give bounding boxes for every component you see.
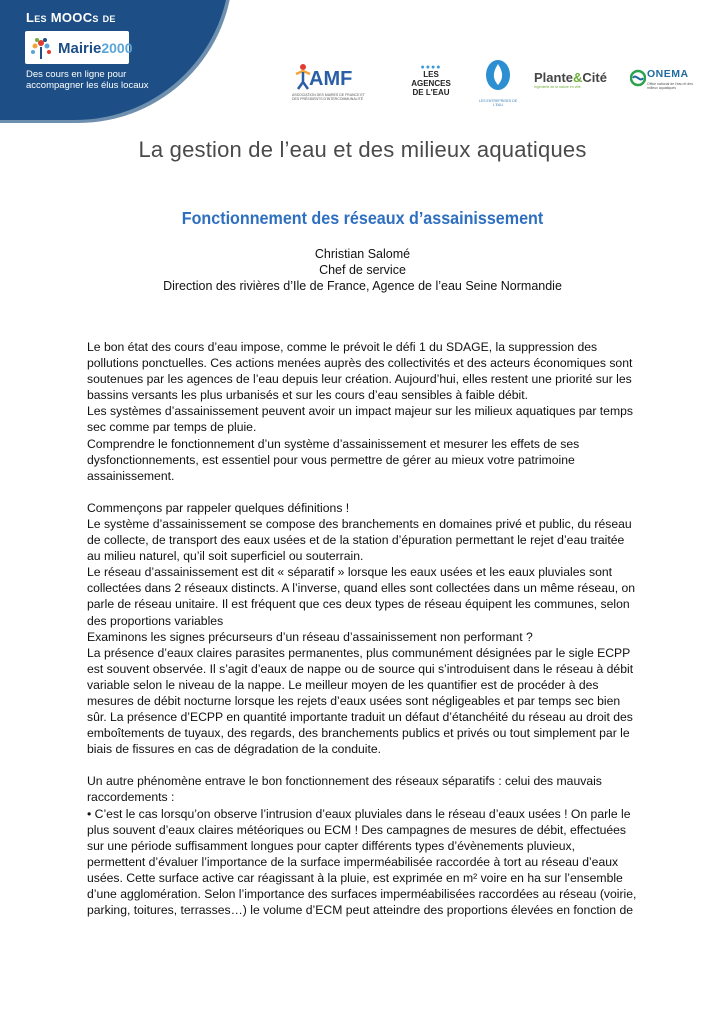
text-line: d’une agglomération. Selon l’importance des surfaces imperméabilisées raccordées au réseau (voirie, xyxy=(87,887,637,901)
paragraph-gap xyxy=(87,757,652,773)
text-line: sûr. La présence d’ECPP en quantité importante traduit un défaut d’étanchéité du réseau au droit des xyxy=(87,710,633,725)
mairie-name: Mairie xyxy=(58,40,102,57)
body-text xyxy=(87,339,652,918)
onema-logo xyxy=(630,66,702,98)
water-drops-icon: ●●●● xyxy=(420,64,442,71)
text-line: plus souvent d’eaux claires météoriques ou ECM ! Des campagnes de mesures de débit, effectuées xyxy=(87,822,627,837)
plante-cite-wordmark xyxy=(534,70,614,85)
amf-caption: ASSOCIATION DES MAIRES DE FRANCE ET DES PRÉSIDENTS D'INTERCOMMUNALITÉ xyxy=(292,93,365,101)
water-drop-logo-icon xyxy=(483,58,513,92)
text-line: Commençons par rappeler quelques définitions ! xyxy=(87,500,350,515)
text-line: sur une période suffisamment longues pour capter différents types d’évènements pluvieux, xyxy=(87,838,576,853)
text-line: parle de réseau unitaire. Il est fréquent que ces deux types de réseau équipent les communes, selon xyxy=(87,597,630,612)
entreprises-eau-logo xyxy=(476,58,520,106)
text-line: Un autre phénomène entrave le bon fonctionnement des réseaux séparatifs : celui des mauvais xyxy=(87,774,602,789)
text-line: permettent d’évaluer l’importance de la surface imperméabilisée raccordée à tort au réseau d’eaux xyxy=(87,854,619,869)
text-line: biais de fissures en cas de dégradation de la conduite. xyxy=(87,742,382,757)
text-line: est souvent observée. Il s’agit d’eaux de nappe ou de source qui s’introduisent dans le réseau à débit xyxy=(87,661,634,676)
text-line: soutenues par les agences de l’eau depuis leur création. Aujourd’hui, elles restent une priorité sur les xyxy=(87,372,632,387)
paragraph-1 xyxy=(87,339,652,484)
text-line: emboîtements de tuyaux, des regards, des branchements publics et privés ou tout simplement par le xyxy=(87,726,630,741)
mooc-badge-tagline xyxy=(26,69,149,91)
author-affiliation: Direction des rivières d’Ile de France, Agence de l’eau Seine Normandie xyxy=(163,279,562,293)
author-role: Chef de service xyxy=(319,263,406,277)
text-line: au milieu naturel, qu’il soit superficiel ou souterrain. xyxy=(87,549,364,564)
paragraph-2 xyxy=(87,500,652,758)
author-name: Christian Salomé xyxy=(314,247,411,261)
plante-cite-caption: Ingénierie de la nature en ville xyxy=(534,85,581,89)
text-line: usées. Cette surface active car réagissant à la pluie, est exprimée en m² voire en ha sur l’ensemble xyxy=(87,870,623,885)
ampersand: & xyxy=(573,70,583,85)
text-line: Les systèmes d’assainissement peuvent avoir un impact majeur sur les milieux aquatiques par temps xyxy=(87,404,633,419)
text-line: variable selon le niveau de la nappe. Le meilleur moyen de les quantifier est de procéder à des xyxy=(87,677,599,692)
amf-wordmark: AMF xyxy=(309,68,353,90)
tagline-line-2: accompagner les élus locaux xyxy=(26,80,149,91)
text-line: mesures de débit nocturne lorsque les rejets d’eaux usées sont négligeables et par temps sec bien xyxy=(87,693,621,708)
text-line: assainissement. xyxy=(87,468,175,483)
text-line: Le bon état des cours d’eau impose, comme le prévoit le défi 1 du SDAGE, la suppression des xyxy=(87,340,598,354)
agences-line-3: DE L'EAU xyxy=(412,88,450,97)
text-line: de collecte, de transport des eaux usées et de la station d’épuration permettant le rejet d’eau traitée xyxy=(87,533,625,548)
text-line: Le système d’assainissement se compose des branchements en domaines privé et public, du réseau xyxy=(87,516,632,531)
agences-line-2: AGENCES xyxy=(411,79,451,88)
text-line: pollutions ponctuelles. Ces actions menées auprès des collectivités et des acteurs économiques sont xyxy=(87,356,633,371)
document-subtitle: Fonctionnement des réseaux d’assainissement xyxy=(181,208,544,228)
text-line: parking, toitures, terrasses…) le volume d’ECM peut atteindre des proportions élevées en fonction de xyxy=(87,903,634,918)
onema-caption: Office national de l'eau et des milieux aquatiques xyxy=(647,82,693,90)
text-line: • C’est le cas lorsqu’on observe l’intrusion d’eaux pluviales dans le réseau d’eaux usées ! On parle le xyxy=(87,806,631,821)
plante-cite-logo xyxy=(534,70,614,98)
amf-logo xyxy=(292,60,372,104)
mooc-badge-title: Les MOOCs de xyxy=(26,10,116,25)
mairie2000-wordmark xyxy=(58,40,133,57)
text-line: Comprendre le fonctionnement d’un système d’assainissement et mesurer les effets de ses xyxy=(87,436,580,451)
tagline-line-1: Des cours en ligne pour xyxy=(26,69,127,80)
author-block xyxy=(0,246,725,294)
text-line: bassins versants les plus urbanisés et sur les cours d’eau sensibles à faible débit. xyxy=(87,388,529,403)
onema-swirl-icon xyxy=(630,67,646,89)
text-line: collectées dans 2 réseaux distincts. A l’inverse, quand elles sont collectées dans un même réseau, on xyxy=(87,581,636,596)
cite-word: Cité xyxy=(582,70,607,85)
agences-eau-logo xyxy=(404,64,458,104)
text-line: dysfonctionnements, est essentiel pour vous permettre de gérer au mieux votre patrimoine xyxy=(87,452,575,467)
mairie-tree-icon xyxy=(28,35,54,61)
text-line: La présence d’eaux claires parasites permanentes, plus communément désignées par le sigle ECPP xyxy=(87,645,631,660)
plante-word: Plante xyxy=(534,70,574,85)
text-line: des proportions variables xyxy=(87,613,224,628)
entreprises-eau-caption: LES ENTREPRISES DE L'EAU xyxy=(478,99,518,107)
paragraph-gap xyxy=(87,484,652,500)
text-line: raccordements : xyxy=(87,790,175,805)
text-line: Examinons les signes précurseurs d’un réseau d’assainissement non performant ? xyxy=(87,629,533,644)
text-line: Le réseau d’assainissement est dit « séparatif » lorsque les eaux usées et les eaux pluviales sont xyxy=(87,565,613,580)
onema-wordmark: ONEMA xyxy=(647,68,689,80)
mairie2000-logo[interactable] xyxy=(25,31,133,64)
mairie-year: 2000 xyxy=(101,40,133,56)
page-title: La gestion de l’eau et des milieux aquatiques xyxy=(138,137,587,162)
agences-line-1: LES xyxy=(423,70,439,79)
text-line: sec comme par temps de pluie. xyxy=(87,420,257,435)
paragraph-3 xyxy=(87,773,652,918)
